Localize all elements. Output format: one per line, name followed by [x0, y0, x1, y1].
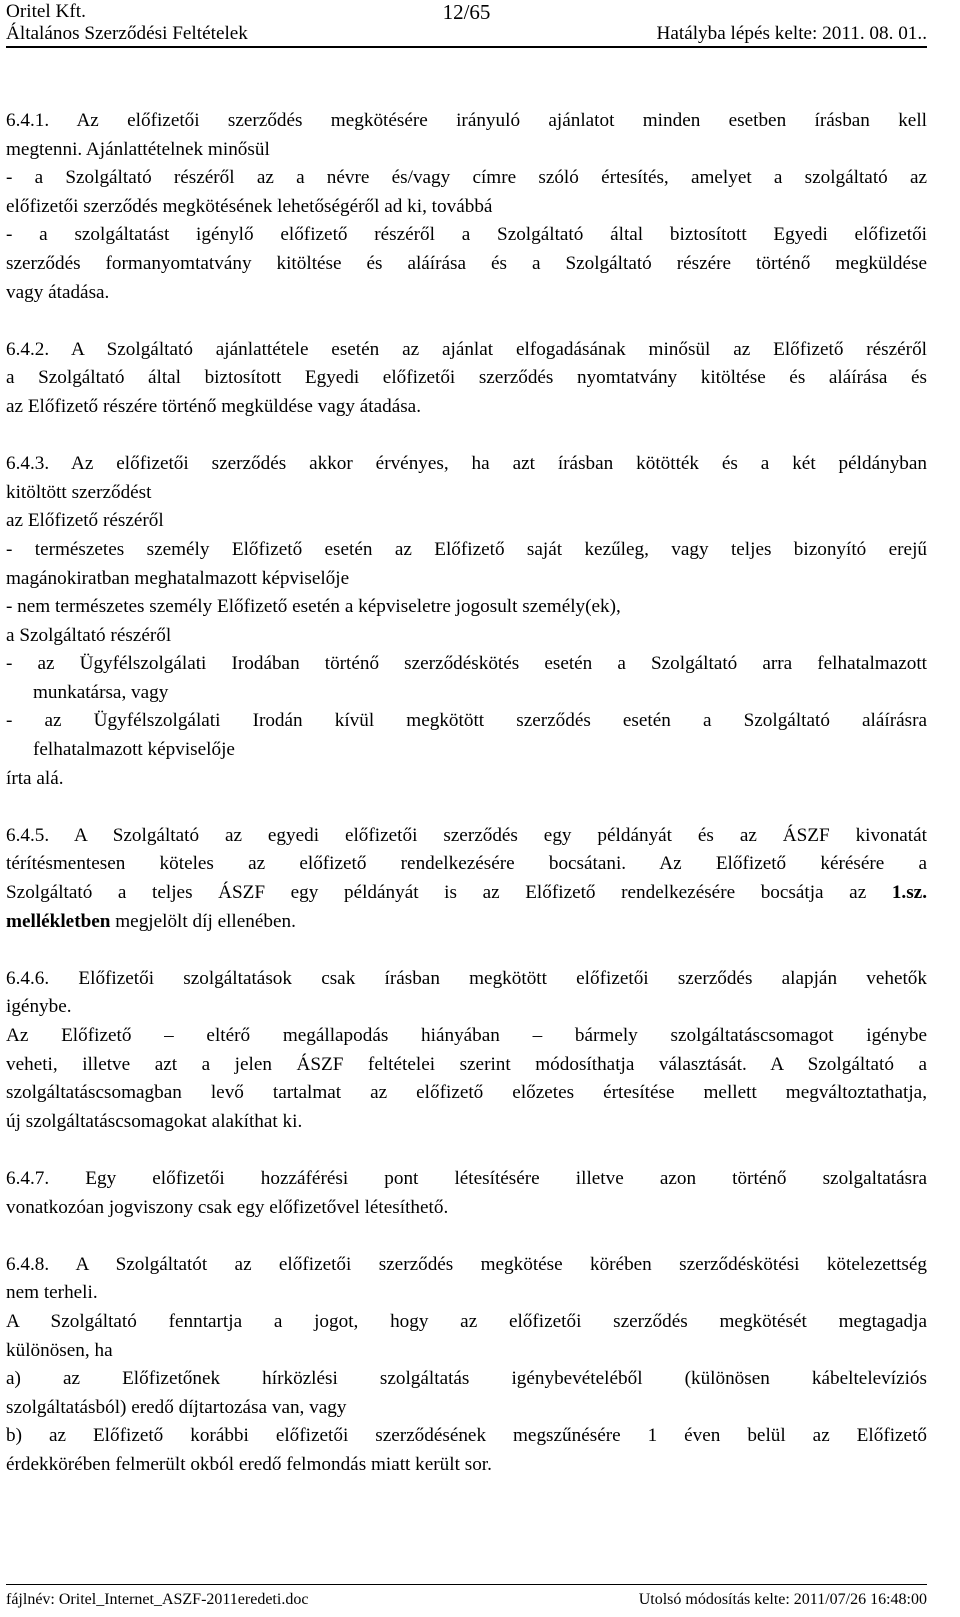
- text-line: vagy átadása.: [6, 281, 110, 303]
- section-6-4-8: [6, 1251, 927, 1480]
- text-line: 6.4.2. A Szolgáltató ajánlattétele esetén az ajánlat elfogadásának minősül az Előfizető részéről: [6, 338, 927, 360]
- text-line: felhatalmazott képviselője: [33, 739, 235, 761]
- text-line: - az Ügyfélszolgálati Irodán kívül megkötött szerződés esetén a Szolgáltató aláírásra: [6, 710, 927, 732]
- text-line: vonatkozóan jogviszony csak egy előfizetővel létesíthető.: [6, 1196, 449, 1218]
- text-line: - természetes személy Előfizető esetén az Előfizető saját kezűleg, vagy teljes bizonyító erejű: [6, 538, 927, 560]
- company-name: Oritel Kft.: [6, 1, 86, 22]
- section-6-4-5: [6, 822, 927, 936]
- text-line: igénybe.: [6, 996, 72, 1018]
- effective-date: Hatályba lépés kelte: 2011. 08. 01..: [656, 23, 927, 44]
- text-line: munkatársa, vagy: [33, 681, 169, 703]
- text-line: szolgáltatásból) eredő díjtartozása van, vagy: [6, 1396, 347, 1418]
- text-line: szolgáltatáscsomagban levő tartalmat az előfizető előzetes értesítése mellett megváltoztathatja,: [6, 1082, 927, 1104]
- text-line: nem terheli.: [6, 1282, 98, 1304]
- section-6-4-1: [6, 107, 927, 307]
- text-line: 6.4.8. A Szolgáltatót az előfizetői szerződés megkötése körében szerződéskötési kötelezettség: [6, 1253, 927, 1275]
- text-line: térítésmentesen köteles az előfizető rendelkezésére bocsátani. Az Előfizető kérésére a: [6, 853, 927, 875]
- text-line: különösen, ha: [6, 1339, 113, 1361]
- text-line: [6, 908, 927, 937]
- section-6-4-3: [6, 450, 927, 793]
- text-line: a Szolgáltató által biztosított Egyedi előfizetői szerződés nyomtatvány kitöltése és aláírása és: [6, 367, 927, 389]
- document-title: Általános Szerződési Feltételek: [6, 23, 248, 44]
- text-line: az Előfizető részére történő megküldése vagy átadása.: [6, 395, 421, 417]
- text-line: [6, 879, 927, 908]
- page-number: 12/65: [442, 0, 491, 24]
- bold-reference: mellékletben: [6, 910, 111, 932]
- text-line: megtenni. Ajánlattételnek minősül: [6, 138, 270, 160]
- text-line: érdekkörében felmerült okból eredő felmondás miatt került sor.: [6, 1453, 492, 1475]
- text-line: - a szolgáltatást igénylő előfizető részéről a Szolgáltató által biztosított Egyedi előfizetői: [6, 224, 927, 246]
- text-line: a) az Előfizetőnek hírközlési szolgáltatás igénybevételéből (különösen kábeltelevíziós: [6, 1368, 927, 1390]
- text-line: 6.4.1. Az előfizetői szerződés megkötésére irányuló ajánlatot minden esetben írásban kell: [6, 110, 927, 131]
- bold-reference: 1.sz.: [891, 882, 927, 904]
- section-6-4-6: [6, 965, 927, 1137]
- text-line: előfizetői szerződés megkötésének lehetőségéről ad ki, továbbá: [6, 195, 493, 217]
- document-body: [6, 107, 927, 1480]
- page-header-bottom: [6, 22, 927, 46]
- text-line: Az Előfizető – eltérő megállapodás hiányában – bármely szolgáltatáscsomagot igénybe: [6, 1025, 927, 1046]
- text-line: 6.4.6. Előfizetői szolgáltatások csak írásban megkötött előfizetői szerződés alapján vehetők: [6, 967, 927, 989]
- text-line: b) az Előfizető korábbi előfizetői szerződésének megszűnésére 1 éven belül az Előfizető: [6, 1425, 927, 1447]
- text-line: magánokiratban meghatalmazott képviselője: [6, 567, 350, 589]
- text-line: az Előfizető részéről: [6, 510, 164, 532]
- section-6-4-2: [6, 336, 927, 422]
- text-line: kitöltött szerződést: [6, 481, 152, 503]
- text-line: szerződés formanyomtatvány kitöltése és aláírása és a Szolgáltató részére történő megküldése: [6, 252, 927, 274]
- text-line: - nem természetes személy Előfizető esetén a képviseletre jogosult személy(ek),: [6, 596, 621, 618]
- text-line: 6.4.7. Egy előfizetői hozzáférési pont létesítésére illetve azon történő szolgaltatásra: [6, 1167, 927, 1189]
- section-6-4-7: [6, 1165, 927, 1222]
- text-line: - a Szolgáltató részéről az a névre és/vagy címre szóló értesítés, amelyet a szolgáltató az: [6, 167, 927, 189]
- footer-modified-date: Utolsó módosítás kelte: 2011/07/26 16:48:00: [638, 1591, 927, 1608]
- text-line: a Szolgáltató részéről: [6, 624, 172, 646]
- text-line: A Szolgáltató fenntartja a jogot, hogy az előfizetői szerződés megkötését megtagadja: [6, 1310, 927, 1332]
- text-span: megjelölt díj ellenében.: [110, 910, 296, 932]
- text-line: 6.4.5. A Szolgáltató az egyedi előfizetői szerződés egy példányát és az ÁSZF kivonatát: [6, 824, 927, 846]
- text-span: Szolgáltató a teljes ÁSZF egy példányát is az Előfizető rendelkezésére bocsátja az: [6, 882, 867, 904]
- text-line: veheti, illetve azt a jelen ÁSZF feltételei szerint módosíthatja választását. A Szolgáltató a: [6, 1053, 927, 1075]
- text-line: - az Ügyfélszolgálati Irodában történő szerződéskötés esetén a Szolgáltató arra felhatalmazott: [6, 653, 927, 675]
- text-line: új szolgáltatáscsomagokat alakíthat ki.: [6, 1110, 303, 1132]
- page-header-top: [6, 0, 927, 24]
- footer-filename: fájlnév: Oritel_Internet_ASZF-2011eredeti.doc: [6, 1591, 309, 1608]
- text-line: 6.4.3. Az előfizetői szerződés akkor érvényes, ha azt írásban kötötték és a két példányban: [6, 453, 927, 475]
- text-line: írta alá.: [6, 767, 64, 789]
